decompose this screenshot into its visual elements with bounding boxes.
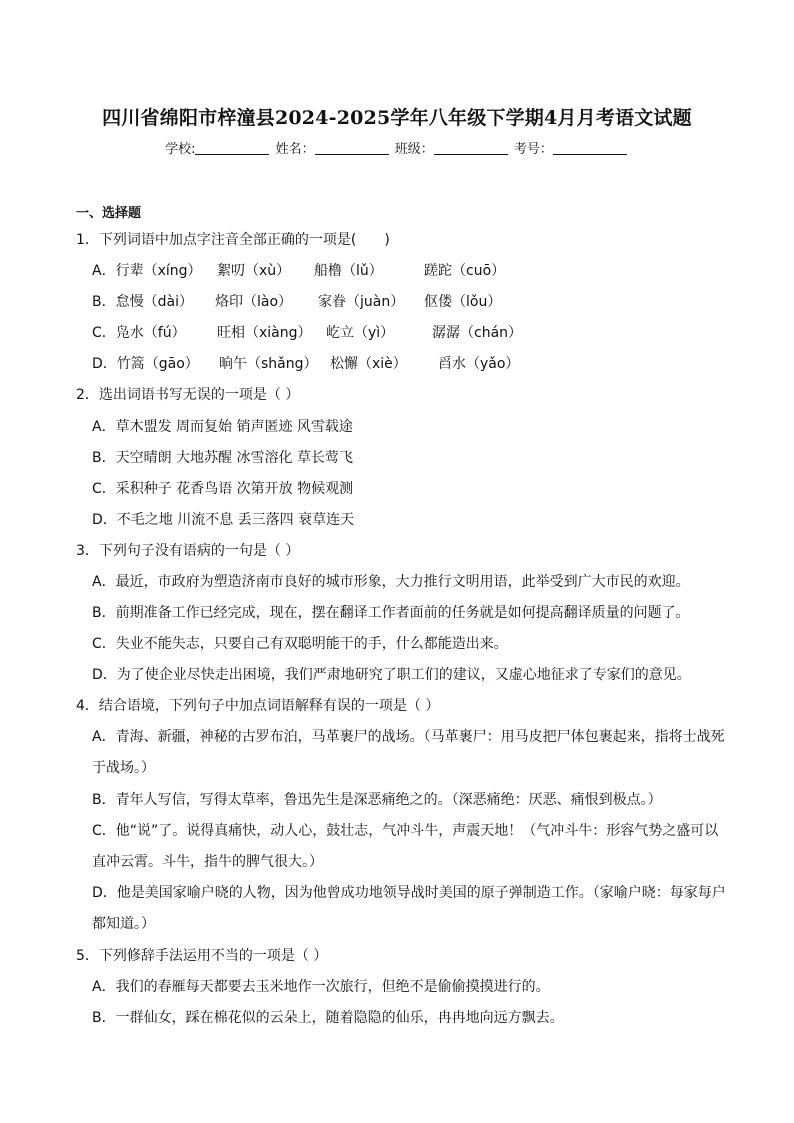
question-2-option-d: D．不毛之地 川流不息 丢三落四 衰草连天 [92,512,355,528]
name-label: 姓名： [275,142,315,157]
class-label: 班级： [394,142,434,157]
section-title: 一、选择题 [76,206,142,221]
school-label: 学校: [165,142,196,157]
question-3-option-b: B．前期准备工作已经完成，现在，摆在翻译工作者面前的任务就是如何提高翻译质量的问题了。 [92,605,690,621]
question-3-option-d: D．为了使企业尽快走出困境，我们严肃地研究了职工们的建议，又虚心地征求了专家们的意见。 [92,667,691,683]
class-blank[interactable] [434,141,508,155]
question-4-option-a-cont: 于战场。） [92,760,155,776]
question-5-option-b: B．一群仙女，踩在棉花似的云朵上，随着隐隐的仙乐，冉冉地向远方飘去。 [92,1010,564,1026]
question-2-stem: 2．选出词语书写无误的一项是（ ） [76,387,300,403]
question-4-option-c: C．他“说”了。说得真痛快，动人心，鼓壮志，气冲斗牛，声震天地！（气冲斗牛：形容气势之盛可以 [92,823,719,839]
student-info-line [0,138,794,157]
q1-b-word-2: 烙印（lào） [215,294,293,310]
question-4-option-d-cont: 都知道。） [92,916,155,932]
question-4-option-b: B．青年人写信，写得太草率，鲁迅先生是深恶痛绝之的。（深恶痛绝：厌恶、痛恨到极点。） [92,792,662,808]
q1-c-word-1: C．凫水（fú） [92,325,186,341]
question-4-stem: 4．结合语境，下列句子中加点词语解释有误的一项是（ ） [76,698,440,714]
school-blank[interactable] [195,141,269,155]
q1-c-word-2: 旺相（xiàng） [217,325,312,341]
page-title: 四川省绵阳市梓潼县2024-2025学年八年级下学期4月月考语文试题 [102,107,692,129]
question-2-option-b: B．天空晴朗 大地苏醒 冰雪溶化 草长莺飞 [92,450,353,466]
question-5-option-a: A．我们的春雁每天都要去玉米地作一次旅行，但绝不是偷偷摸摸进行的。 [92,979,550,995]
question-3-stem: 3．下列句子没有语病的一句是（ ） [76,543,300,559]
q1-c-word-4: 潺潺（chán） [432,325,523,341]
question-4-option-a: A．青海、新疆，神秘的古罗布泊，马革裹尸的战场。（马革裹尸：用马皮把尸体包裹起来，指将士战死 [92,729,725,745]
question-3-option-a: A．最近，市政府为塑造济南市良好的城市形象，大力推行文明用语，此举受到广大市民的欢迎。 [92,574,690,590]
q1-a-word-1: A．行辈（xíng） [92,263,202,279]
q1-d-word-4: 舀水（yǎo） [438,356,520,372]
q1-c-word-3: 屹立（yì） [326,325,395,341]
exam-no-blank[interactable] [553,141,627,155]
question-4-option-d: D．他是美国家喻户晓的人物，因为他曾成功地领导战时美国的原子弹制造工作。（家喻户晓：每家每户 [92,885,726,901]
q1-b-word-4: 伛偻（lǒu） [424,294,502,310]
q1-b-word-1: B．怠慢（dài） [92,294,193,310]
question-2-option-a: A．草木盟发 周而复始 销声匿迹 风雪载途 [92,419,353,435]
q1-a-word-2: 絮叨（xù） [217,263,291,279]
exam-no-label: 考号： [513,142,553,157]
question-3-option-c: C．失业不能失志，只要自己有双聪明能干的手，什么都能造出来。 [92,636,508,652]
question-2-option-c: C．采积种子 花香鸟语 次第开放 物候观测 [92,481,354,497]
question-5-stem: 5．下列修辞手法运用不当的一项是（ ） [76,948,328,964]
q1-b-word-3: 家眷（juàn） [318,294,405,310]
q1-d-word-1: D．竹篙（gāo） [92,356,199,372]
q1-d-word-3: 松懈（xiè） [330,356,407,372]
q1-a-word-3: 船橹（lǔ） [314,263,383,279]
question-4-option-c-cont: 直冲云霄。斗牛，指牛的脾气很大。） [92,854,323,870]
q1-d-word-2: 晌午（shǎng） [219,356,318,372]
name-blank[interactable] [315,141,389,155]
q1-a-word-4: 蹉跎（cuō） [424,263,506,279]
question-1-stem: 1．下列词语中加点字注音全部正确的一项是( ) [76,232,390,248]
